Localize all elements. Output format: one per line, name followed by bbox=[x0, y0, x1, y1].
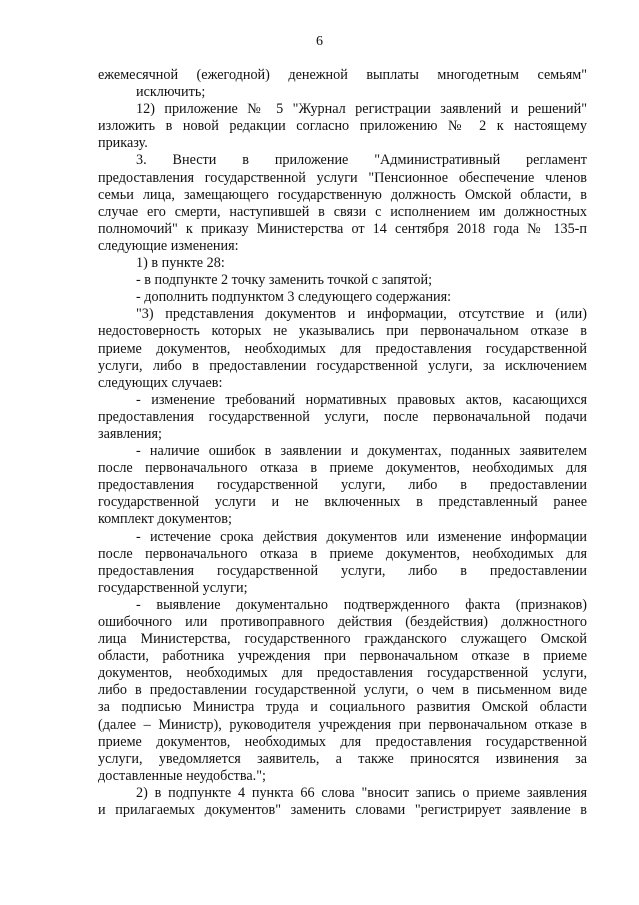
paragraph-item-1 bbox=[98, 255, 587, 272]
document-body bbox=[98, 67, 587, 819]
text-line: ошибочного или противоправного действия (бездействия) должностного bbox=[98, 614, 587, 630]
text-line: лица Министерства, государственного гражданского служащего Омской bbox=[98, 631, 587, 648]
text-line: - истечение срока действия документов или изменение информации bbox=[136, 528, 587, 545]
text-line: предоставления государственной услуги "Пенсионное обеспечение членов bbox=[98, 169, 587, 186]
text-line: изложить в новой редакции согласно приложению № 2 к настоящему bbox=[98, 118, 587, 135]
text-line: предоставления государственной услуги, после первоначальной подачи bbox=[98, 408, 587, 425]
paragraph-bullet-3 bbox=[98, 529, 587, 597]
text-line: после первоначального отказа в приеме документов, необходимых для bbox=[98, 545, 587, 562]
text-line: государственной услуги и не включенных в представленный ранее bbox=[98, 494, 587, 511]
text-line: "3) представления документов и информации, отсутствие и (или) bbox=[136, 306, 587, 323]
text-line: - в подпункте 2 точку заменить точкой с запятой; bbox=[136, 272, 433, 289]
text-line: услуги, уведомляется заявитель, а также приносятся извинения за bbox=[98, 750, 587, 767]
text-line: 3. Внести в приложение "Административный регламент bbox=[136, 152, 587, 169]
text-line: приеме документов, необходимых для предоставления государственной bbox=[98, 340, 587, 357]
text-line: - изменение требований нормативных правовых актов, касающихся bbox=[136, 391, 587, 408]
paragraph-quote-3 bbox=[98, 306, 587, 391]
paragraph-bullet-2 bbox=[98, 443, 587, 528]
text-line: государственной услуги; bbox=[98, 579, 248, 596]
text-line: 12) приложение № 5 "Журнал регистрации заявлений и решений" bbox=[136, 101, 587, 118]
text-line: (далее – Министр), руководителя учреждения при первоначальном отказе в bbox=[98, 716, 587, 733]
text-line: после первоначального отказа в приеме документов, необходимых для bbox=[98, 460, 587, 477]
text-line: случае его смерти, наступившей в связи с исполнением им должностных bbox=[98, 203, 587, 220]
paragraph-section-3 bbox=[98, 152, 587, 255]
text-line: - дополнить подпунктом 3 следующего содержания: bbox=[136, 289, 452, 306]
paragraph-dash-1 bbox=[98, 272, 587, 289]
text-line: - выявление документально подтвержденного факта (признаков) bbox=[136, 596, 587, 613]
text-line: ежемесячной (ежегодной) денежной выплаты многодетным семьям" bbox=[98, 67, 587, 83]
text-line: предоставления государственной услуги, либо в предоставлении bbox=[98, 562, 587, 579]
text-line: - наличие ошибок в заявлении и документах, поданных заявителем bbox=[136, 443, 587, 460]
text-line: 2) в подпункте 4 пункта 66 слова "вносит запись о приеме заявления bbox=[136, 784, 587, 801]
text-line: исключить; bbox=[136, 84, 206, 101]
text-line: недостоверность которых не указывались при первоначальном отказе в bbox=[98, 323, 587, 340]
text-line: 1) в пункте 28: bbox=[136, 255, 225, 272]
text-line: и прилагаемых документов" заменить словами "регистрирует заявление в bbox=[98, 802, 587, 819]
text-line: следующие изменения: bbox=[98, 237, 239, 254]
paragraph-bullet-1 bbox=[98, 392, 587, 443]
text-line: семьи лица, замещающего государственную должность Омской области, в bbox=[98, 186, 587, 203]
text-line: предоставления государственной услуги, либо в предоставлении bbox=[98, 477, 587, 494]
paragraph-excluded bbox=[98, 67, 587, 101]
paragraph-item-2 bbox=[98, 785, 587, 819]
text-line: документов, необходимых для предоставления государственной услуги, bbox=[98, 665, 587, 682]
text-line: услуги, либо в предоставлении государственной услуги, за исключением bbox=[98, 357, 587, 374]
text-line: приеме документов, необходимых для предоставления государственной bbox=[98, 733, 587, 750]
text-line: следующих случаев: bbox=[98, 374, 223, 391]
paragraph-item-12 bbox=[98, 101, 587, 152]
text-line: доставленные неудобства."; bbox=[98, 767, 266, 784]
paragraph-bullet-4 bbox=[98, 597, 587, 785]
text-line: приказу. bbox=[98, 135, 148, 152]
text-line: области, работника учреждения при первоначальном отказе в приеме bbox=[98, 648, 587, 665]
text-line: полномочий" к приказу Министерства от 14 сентября 2018 года № 135-п bbox=[98, 220, 587, 237]
text-line: либо в предоставлении государственной услуги, о чем в письменном виде bbox=[98, 682, 587, 699]
text-line: за подписью Министра труда и социального развития Омской области bbox=[98, 699, 587, 716]
page-number: 6 bbox=[316, 34, 323, 49]
paragraph-dash-2 bbox=[98, 289, 587, 306]
text-line: заявления; bbox=[98, 425, 162, 442]
text-line: комплект документов; bbox=[98, 511, 232, 528]
